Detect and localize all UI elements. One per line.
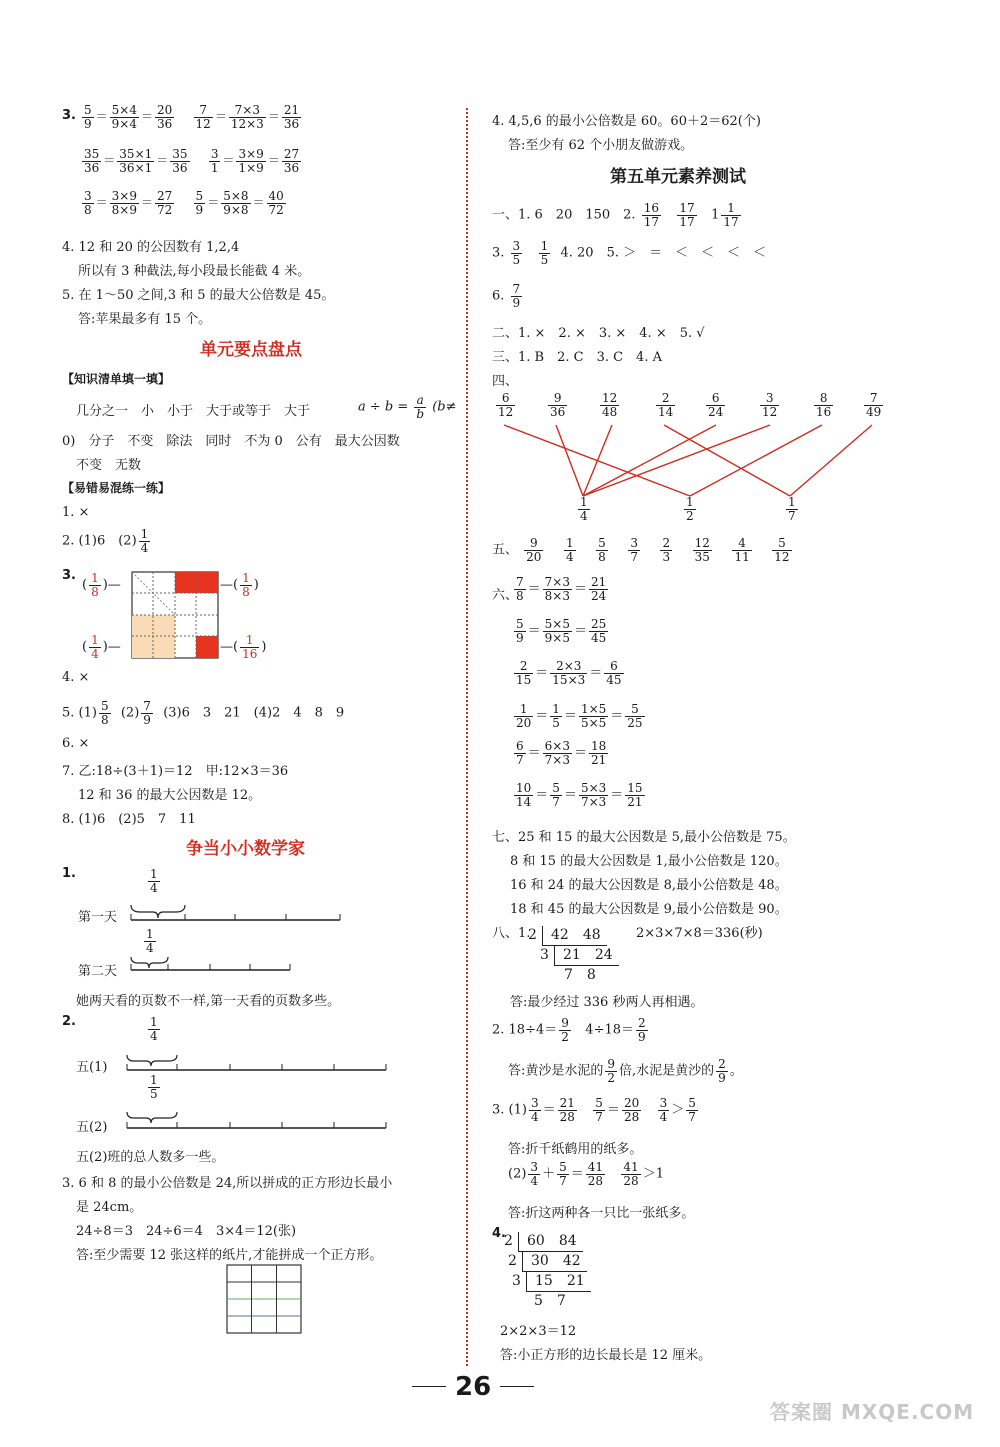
- e31-e-num: 3: [659, 1096, 668, 1110]
- e3-bl-num: 1: [91, 633, 99, 647]
- eight-2-ans-f1-num: 9: [607, 1057, 616, 1071]
- six-6-d-den: 21: [627, 794, 643, 809]
- one-1-prefix: 一、1. 6 20 150 2.: [492, 207, 636, 223]
- q4-line2: 所以有 3 种截法,每小段最长能截 4 米。: [78, 264, 311, 279]
- e3-br-den: 16: [242, 646, 258, 661]
- one-1-f2-num: 17: [679, 201, 695, 215]
- e31-b-num: 21: [559, 1096, 575, 1110]
- eight-ans1: 答:最少经过 336 秒两人再相遇。: [510, 995, 704, 1010]
- six-2-b-den: 9×5: [544, 630, 570, 645]
- five-f1-num: 9: [524, 537, 543, 551]
- m2-class2-label: 五(2): [76, 1120, 108, 1135]
- one-1-f1-den: 17: [643, 214, 659, 229]
- five-f3-den: 8: [598, 549, 606, 564]
- div1-r2: 21 24: [554, 946, 619, 966]
- three-line: 三、1. B 2. C 3. C 4. A: [492, 350, 662, 365]
- eight-2-ans-a: 答:黄沙是水泥的: [508, 1063, 604, 1079]
- e32-d-den: 28: [623, 1173, 639, 1188]
- e3-tl-num: 1: [91, 571, 99, 585]
- six-6-a-den: 14: [516, 794, 532, 809]
- m2-class1-label: 五(1): [76, 1060, 108, 1075]
- eight-2-f2-num: 2: [638, 1016, 646, 1030]
- e1: 1. ×: [62, 505, 90, 520]
- fill-expr-den: b: [416, 406, 425, 421]
- six-4-b-den: 5: [552, 715, 560, 730]
- e5-p3: (3)6 3 21 (4)2 4 8 9: [163, 705, 345, 721]
- left-q3: [62, 108, 76, 123]
- e2-den: 4: [140, 540, 149, 555]
- section-title-math-whiz: 争当小小数学家: [186, 839, 305, 859]
- page-number-line-left: [412, 1386, 446, 1387]
- four-top-3-num: 12: [602, 391, 618, 405]
- e32-c-num: 41: [587, 1160, 604, 1174]
- one-line3: [492, 283, 524, 309]
- six-5-b-den: 7×3: [544, 752, 570, 767]
- e31-f-num: 5: [688, 1096, 696, 1110]
- e5-f2-den: 9: [143, 712, 151, 727]
- div2-r3: 15 21: [526, 1272, 591, 1292]
- six-row-2: $\frac{5}{9}$ ＝ $\frac{5\times 5}{9\times 5}$ ＝ $\frac{25}{45}$: [516, 617, 607, 645]
- one-3-f1-den: 5: [512, 252, 521, 267]
- two-line: 二、1. × 2. × 3. × 4. × 5. √: [492, 326, 705, 341]
- four-top-4-den: 14: [658, 404, 674, 419]
- six-row-3: $\frac{2}{15}$ ＝ $\frac{2\times 3}{15\times 3}$ ＝ $\frac{6}{45}$: [516, 659, 622, 687]
- m1-frac2-num: 1: [146, 927, 154, 941]
- five-f5-den: 3: [662, 549, 671, 564]
- e32-tail: ＞1: [642, 1166, 664, 1182]
- four-bot-1-num: 1: [580, 495, 588, 509]
- m1-frac1-den: 4: [150, 880, 158, 895]
- e8: 8. (1)6 (2)5 7 11: [62, 812, 196, 827]
- six-6-d-num: 15: [627, 781, 643, 795]
- four-matching-lines: [488, 420, 888, 500]
- six-3-a-num: 2: [514, 660, 533, 674]
- e31-c-den: 7: [595, 1109, 603, 1124]
- one-3-prefix: 3.: [492, 245, 505, 261]
- six-5-c-num: 18: [591, 739, 607, 753]
- m2-frac1: [146, 1016, 162, 1042]
- e31-a-num: 3: [530, 1096, 539, 1110]
- six-5-a-num: 6: [516, 739, 524, 753]
- five-label: 五、: [492, 542, 519, 558]
- e2-prefix: 2. (1)6 (2): [62, 533, 137, 549]
- eight-expr: 2×3×7×8＝336(秒): [636, 926, 763, 941]
- eight-2-f1-num: 9: [561, 1016, 569, 1030]
- fill-line1a: 几分之一 小 小于 大于或等于 大于: [76, 404, 311, 419]
- five-f8-den: 12: [774, 549, 790, 564]
- eight-2-ans-f1-den: 2: [607, 1070, 616, 1085]
- e31-e-den: 4: [659, 1109, 668, 1124]
- div1-r1: 42 48: [542, 926, 607, 946]
- five-f2-num: 1: [565, 536, 574, 550]
- four-top-3-den: 48: [602, 404, 618, 419]
- column-divider: [466, 108, 468, 1366]
- six-4-b-num: 1: [552, 702, 560, 716]
- four-top-6-den: 12: [762, 404, 778, 419]
- six-1-a-den: 8: [516, 588, 524, 603]
- fill-header: 【知识清单填一填】: [62, 372, 171, 386]
- six-4-d-den: 25: [627, 715, 643, 730]
- e3-frac-br: —( $\frac{1}{16}$ ): [220, 633, 267, 661]
- four-top-8-num: 7: [864, 392, 883, 406]
- m3-line2: 是 24cm。: [76, 1200, 143, 1215]
- e7-line2: 12 和 36 的最大公因数是 12。: [78, 788, 262, 803]
- e3-bl-den: 4: [91, 646, 99, 661]
- six-row-5: $\frac{6}{7}$ ＝ $\frac{6\times 3}{7\times 3}$ ＝ $\frac{18}{21}$: [516, 739, 607, 767]
- e31-d-num: 20: [623, 1096, 640, 1110]
- q5-line2: 答:苹果最多有 15 个。: [78, 312, 212, 327]
- e3-grid-figure: [132, 572, 218, 658]
- four-top-5-den: 24: [708, 404, 724, 419]
- div1-d1: 2: [528, 927, 537, 943]
- six-row-6: $\frac{10}{14}$ ＝ $\frac{5}{7}$ ＝ $\frac{5\times 3}{7\times 3}$ ＝ $\frac{15}{21}$: [516, 781, 643, 809]
- eight-2-ans-f2-num: 2: [718, 1057, 726, 1071]
- err-header: 【易错易混练一练】: [62, 481, 171, 495]
- e3-frac-bl: ( $\frac{1}{4}$ )—: [82, 633, 121, 661]
- e3-frac-tl: ( $\frac{1}{8}$ )—: [82, 571, 121, 599]
- six-5-a-den: 7: [516, 752, 524, 767]
- m1-frac-day1: [146, 868, 162, 894]
- one-1-mixed-num: 1: [721, 202, 740, 216]
- div2-d3: 3: [512, 1273, 521, 1289]
- m2-answer: 五(2)班的总人数多一些。: [76, 1150, 225, 1165]
- six-row-1: $\frac{7}{8}$ ＝ $\frac{7\times 3}{8\times 3}$ ＝ $\frac{21}{24}$: [516, 575, 607, 603]
- page-number-line-right: [500, 1386, 534, 1387]
- fill-expr-suffix: (b≠: [432, 399, 457, 415]
- eight-2-ans-c: 。: [729, 1063, 743, 1079]
- e31-b-den: 28: [559, 1109, 575, 1124]
- e3-br-num: 1: [240, 634, 259, 648]
- eight-3-2-prefix: (2): [508, 1166, 527, 1182]
- five-f7-num: 4: [732, 537, 751, 551]
- eight-label: 八、1.: [492, 926, 531, 941]
- fill-line3: 不变 无数: [76, 458, 142, 473]
- five-f8-num: 5: [772, 537, 791, 551]
- eight-3-ans1: 答:折千纸鹤用的纸多。: [508, 1142, 643, 1157]
- m1-frac1-num: 1: [150, 867, 158, 881]
- one-3-f2-den: 5: [540, 252, 549, 267]
- five-f2-den: 4: [565, 549, 574, 564]
- six-4-c-den: 5×5: [580, 715, 607, 730]
- e7-line1: 7. 乙:18÷(3＋1)＝12 甲:12×3＝36: [62, 764, 289, 779]
- m2-bars: [124, 1050, 404, 1135]
- m3-line1: 3. 6 和 8 的最小公倍数是 24,所以拼成的正方形边长最小: [62, 1176, 393, 1191]
- one-1-f2-den: 17: [679, 214, 695, 229]
- section-title-unit-review: 单元要点盘点: [200, 340, 302, 360]
- five-f4-num: 3: [630, 536, 638, 550]
- six-2-c-num: 25: [591, 617, 607, 631]
- seven-line1: 七、25 和 15 的最大公因数是 5,最小公倍数是 75。: [492, 830, 796, 845]
- e31-a-den: 4: [530, 1109, 539, 1124]
- m1-number: 1.: [62, 866, 76, 881]
- eight-2-answer: [508, 1058, 743, 1084]
- one-6-prefix: 6.: [492, 288, 505, 304]
- fill-line2: 0) 分子 不变 除法 同时 不为 0 公有 最大公因数: [62, 434, 400, 449]
- five-f3-num: 5: [598, 536, 606, 550]
- five-f7-den: 11: [734, 549, 750, 564]
- m2-frac2-den: 5: [150, 1086, 158, 1101]
- m3-line3: 24÷8＝3 24÷6＝4 3×4＝12(张): [76, 1224, 297, 1239]
- div2-r4: 5 7: [534, 1293, 566, 1309]
- six-label: 六、: [492, 588, 519, 603]
- seven-line4: 18 和 45 的最大公因数是 9,最小公倍数是 90。: [510, 902, 788, 917]
- five-f1-den: 20: [526, 549, 542, 564]
- q3-row1: $\frac{5}{9}$ ＝ $\frac{5\times 4}{9\times 4}$ ＝ $\frac{20}{36}$ $\frac{7}{12}$ ＝ $\frac{7\times 3}{12\times 3}$ ＝ $\frac{21}{36}$: [84, 103, 300, 131]
- six-4-d-num: 5: [625, 703, 644, 717]
- six-6-a-num: 10: [516, 781, 532, 795]
- six-4-a-den: 20: [516, 715, 532, 730]
- six-1-c-den: 24: [591, 588, 607, 603]
- m1-answer: 她两天看的页数不一样,第一天看的页数多些。: [76, 994, 341, 1009]
- four-top-1-den: 12: [498, 404, 514, 419]
- e3-label: 3.: [62, 568, 76, 583]
- five-f6-num: 12: [694, 536, 710, 550]
- one-3-f2-num: 1: [540, 239, 549, 253]
- six-2-b-num: 5×5: [544, 617, 570, 631]
- eight-4-label: 4.: [492, 1226, 506, 1241]
- div2-r2: 30 42: [522, 1252, 587, 1272]
- e3-shade-bottom-right: [196, 636, 218, 658]
- one-3-f1-num: 3: [512, 239, 521, 253]
- fill-expr-num: a: [414, 394, 426, 408]
- m1-frac2-den: 4: [146, 940, 154, 955]
- six-6-c-num: 5×3: [580, 781, 607, 795]
- e5-p2: (2): [120, 705, 140, 721]
- m3-line4: 答:至少需要 12 张这样的纸片,才能拼成一个正方形。: [76, 1248, 383, 1263]
- six-2-a-den: 9: [516, 630, 524, 645]
- four-top-7-den: 16: [816, 404, 832, 419]
- six-1-a-num: 7: [516, 575, 524, 589]
- e31-c-num: 5: [595, 1096, 603, 1110]
- seven-line3: 16 和 24 的最大公因数是 8,最小公倍数是 48。: [510, 878, 788, 893]
- page-number: 26: [455, 1372, 492, 1402]
- e32-a-den: 4: [530, 1173, 539, 1188]
- five-f6-den: 35: [694, 549, 710, 564]
- five-f5-num: 2: [662, 536, 671, 550]
- seven-line2: 8 和 15 的最大公因数是 1,最小公倍数是 120。: [510, 854, 788, 869]
- one-line1: [492, 202, 743, 228]
- e5: [62, 700, 344, 726]
- six-3-c-den: 45: [606, 672, 622, 687]
- e2: [62, 528, 152, 554]
- e31-d-den: 28: [623, 1109, 640, 1124]
- six-5-b-num: 6×3: [544, 739, 570, 753]
- six-3-c-num: 6: [604, 660, 623, 674]
- fill-line1b: [358, 394, 457, 420]
- five-line: [492, 537, 794, 563]
- one-3-rest: 4. 20 5. ＞ ＝ ＜ ＜ ＜ ＜: [560, 245, 767, 261]
- e5-f2-num: 7: [143, 699, 151, 713]
- six-3-a-den: 15: [516, 672, 532, 687]
- six-1-b-den: 8×3: [544, 588, 570, 603]
- e31-f-den: 7: [688, 1109, 696, 1124]
- four-top-4-num: 2: [656, 392, 675, 406]
- e3-tr-num: 1: [242, 571, 250, 585]
- watermark: 答案圈 MXQE.COM: [770, 1400, 975, 1424]
- one-1-f1-num: 16: [643, 201, 659, 215]
- div1-r3: 7 8: [564, 967, 596, 983]
- m2-number: 2.: [62, 1014, 76, 1029]
- e3-tr-den: 8: [242, 584, 250, 599]
- e4: 4. ×: [62, 670, 90, 685]
- one-1-mixed-whole: 1: [711, 207, 720, 223]
- m2-frac1-num: 1: [150, 1015, 158, 1029]
- four-label: 四、: [492, 374, 519, 389]
- eight-3-2-line: (2) $\frac{3}{4}$ ＋ $\frac{5}{7}$ ＝ $\frac{41}{28}$ $\frac{41}{28}$ ＞1: [508, 1160, 664, 1188]
- e3-frac-tr: —( $\frac{1}{8}$ ): [220, 571, 259, 599]
- four-top-2-num: 9: [548, 392, 567, 406]
- fill-expr-prefix: a ÷ b =: [358, 399, 409, 415]
- m1-day2-label: 第二天: [78, 964, 118, 979]
- four-top-5-num: 6: [706, 392, 725, 406]
- q3-number: 3.: [62, 108, 76, 123]
- eight-4-expr: 2×2×3＝12: [500, 1324, 577, 1339]
- eight-2-mid: 4÷18＝: [585, 1022, 635, 1038]
- e32-b-num: 5: [559, 1160, 567, 1174]
- six-3-b-den: 15×3: [552, 672, 586, 687]
- q3-row2: $\frac{35}{36}$ ＝ $\frac{35\times 1}{36\times 1}$ ＝ $\frac{35}{36}$ $\frac{3}{1}$ ＝ $\frac{3\times 9}{1\times 9}$ ＝ $\frac{27}{36}$: [84, 147, 300, 175]
- eight-2-prefix: 2. 18÷4＝: [492, 1022, 558, 1038]
- six-1-b-num: 7×3: [544, 575, 570, 589]
- eight-2-f1-den: 2: [561, 1029, 569, 1044]
- four-top-1-num: 6: [496, 392, 515, 406]
- four-bot-2-den: 2: [686, 508, 694, 523]
- eight-2-ans-f2-den: 9: [718, 1070, 726, 1085]
- eight-2-f2-den: 9: [638, 1029, 646, 1044]
- six-row-4: $\frac{1}{20}$ ＝ $\frac{1}{5}$ ＝ $\frac{1\times 5}{5\times 5}$ ＝ $\frac{5}{25}$: [516, 702, 643, 730]
- section-title-unit5-test: 第五单元素养测试: [610, 167, 746, 187]
- eight-4-answer: 答:小正方形的边长最长是 12 厘米。: [500, 1348, 712, 1363]
- six-3-b-num: 2×3: [550, 660, 587, 674]
- e3-tl-den: 8: [91, 584, 99, 599]
- four-top-8-den: 49: [866, 404, 882, 419]
- six-5-c-den: 21: [591, 752, 607, 767]
- m1-bars: [128, 900, 348, 980]
- e32-c-den: 28: [587, 1173, 604, 1188]
- r4-line1: 4. 4,5,6 的最小公倍数是 60。60＋2＝62(个): [492, 114, 761, 129]
- eight-2-line: [492, 1017, 650, 1043]
- four-top-2-den: 36: [550, 404, 566, 419]
- div2-r1: 60 84: [518, 1232, 583, 1252]
- q5-line1: 5. 在 1～50 之间,3 和 5 的最大公倍数是 45。: [62, 288, 335, 303]
- div2-d2: 2: [508, 1253, 517, 1269]
- eight-div1: [528, 926, 619, 985]
- e32-d-num: 41: [623, 1160, 639, 1174]
- four-bot-3-den: 7: [788, 508, 796, 523]
- eight-3-prefix: 3. (1): [492, 1102, 527, 1118]
- e2-num: 1: [140, 527, 149, 541]
- six-4-a-num: 1: [514, 703, 533, 717]
- m2-frac2-num: 1: [150, 1073, 158, 1087]
- e5-f1-den: 8: [100, 712, 109, 727]
- four-top-6-num: 3: [760, 392, 779, 406]
- e32-a-num: 3: [530, 1160, 539, 1174]
- e5-f1-num: 5: [100, 699, 109, 713]
- six-2-a-num: 5: [516, 617, 524, 631]
- eight-3-ans2: 答:折这两种各一只比一张纸多。: [508, 1206, 695, 1221]
- m2-frac1-den: 4: [150, 1028, 158, 1043]
- eight-2-ans-b: 倍,水泥是黄沙的: [619, 1063, 715, 1079]
- six-1-c-num: 21: [591, 575, 607, 589]
- four-bot-1-den: 4: [580, 508, 588, 523]
- div2-d1: 2: [504, 1233, 513, 1249]
- e32-b-den: 7: [559, 1173, 567, 1188]
- six-6-b-num: 5: [552, 781, 560, 795]
- e5-p1: 5. (1): [62, 705, 97, 721]
- one-line2: [492, 240, 766, 266]
- one-6-den: 9: [512, 295, 521, 310]
- four-top-7-num: 8: [814, 392, 833, 406]
- m1-day1-label: 第一天: [78, 910, 118, 925]
- six-2-c-den: 45: [591, 630, 607, 645]
- five-f4-den: 7: [630, 549, 638, 564]
- m3-tiling-figure: [226, 1264, 302, 1334]
- six-6-c-den: 7×3: [580, 794, 607, 809]
- six-4-c-num: 1×5: [580, 702, 607, 716]
- e6: 6. ×: [62, 736, 90, 751]
- four-bot-3-num: 1: [788, 495, 796, 509]
- q4-line1: 4. 12 和 20 的公因数有 1,2,4: [62, 240, 240, 255]
- eight-div2: [504, 1232, 591, 1311]
- one-1-mixed-den: 17: [723, 214, 739, 229]
- six-6-b-den: 7: [552, 794, 560, 809]
- one-6-num: 7: [512, 282, 521, 296]
- div1-d2: 3: [540, 947, 549, 963]
- four-bot-2-num: 1: [686, 495, 694, 509]
- r4-line2: 答:至少有 62 个小朋友做游戏。: [508, 138, 694, 153]
- q3-row3: $\frac{3}{8}$ ＝ $\frac{3\times 9}{8\times 9}$ ＝ $\frac{27}{72}$ $\frac{5}{9}$ ＝ $\frac{5\times 8}{9\times 8}$ ＝ $\frac{40}{72}$: [84, 189, 284, 217]
- eight-3-1-line: 3. (1) $\frac{3}{4}$ ＝ $\frac{21}{28}$ $\frac{5}{7}$ ＝ $\frac{20}{28}$ $\frac{3}{4}$ ＞ $\frac{5}{7}$: [492, 1096, 696, 1124]
